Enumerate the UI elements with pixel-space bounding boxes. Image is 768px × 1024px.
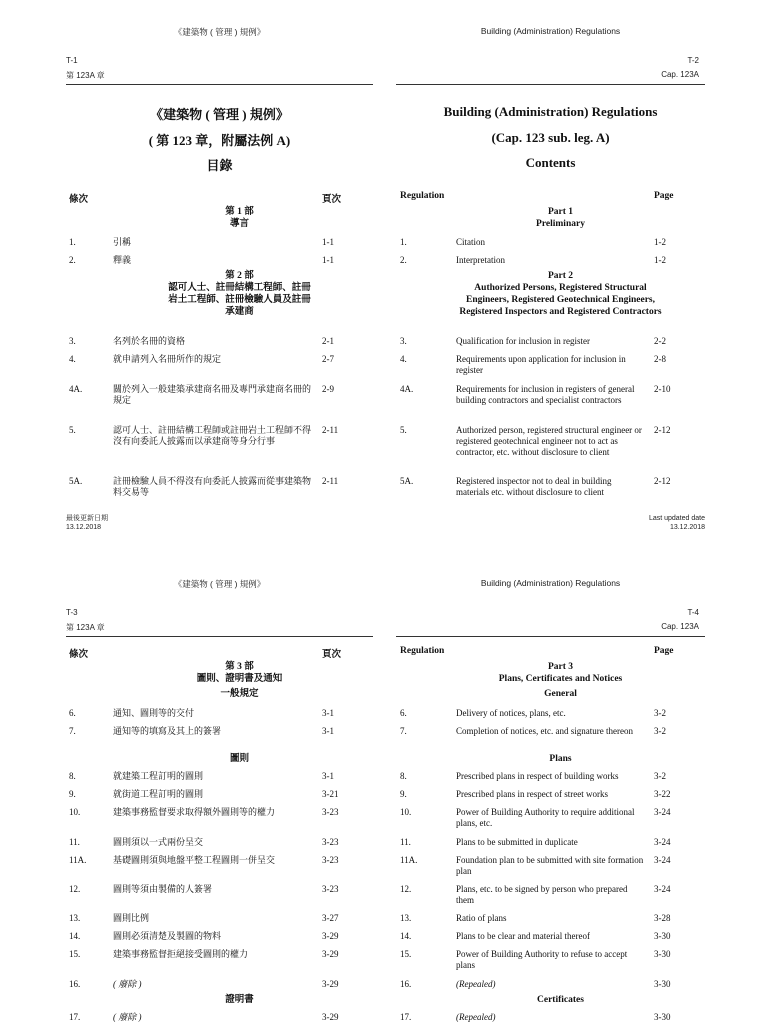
regulation-number: 1.	[400, 237, 407, 247]
regulation-number: 5A.	[400, 476, 414, 486]
page-reference: 3-29	[322, 949, 339, 959]
page-number: T-3	[66, 608, 78, 617]
document-subtitle: (Cap. 123 sub. leg. A)	[491, 130, 610, 145]
page-reference: 3-1	[322, 708, 334, 718]
column-header-page: 頁次	[322, 650, 342, 660]
column-header-regulation: Regulation	[400, 191, 445, 201]
column-header-page: Page	[654, 646, 674, 656]
page-reference: 2-10	[654, 384, 671, 394]
running-head: 《建築物 ( 管理 ) 規例》	[173, 27, 266, 37]
regulation-number: 16.	[69, 979, 81, 989]
regulation-title: (Repealed)	[456, 979, 496, 989]
regulation-title: Plans, etc. to be signed by person who prepared them	[456, 884, 628, 905]
regulation-number: 7.	[69, 726, 76, 736]
column-header-regulation: 條次	[69, 195, 89, 205]
page-reference: 2-9	[322, 384, 334, 394]
part-heading: 第 3 部	[225, 662, 254, 672]
page-t1	[66, 0, 373, 536]
chapter-number: 第 123A 章	[66, 71, 105, 80]
regulation-number: 17.	[69, 1012, 81, 1022]
section-heading-certificates: 證明書	[225, 995, 254, 1005]
regulation-number: 14.	[69, 931, 81, 941]
page-t4	[396, 552, 705, 1024]
page-reference: 3-30	[654, 931, 671, 941]
footer-date: 13.12.2018	[669, 524, 705, 531]
regulation-number: 13.	[400, 913, 412, 923]
page-reference: 2-11	[322, 476, 339, 486]
regulation-title: ( 廢除 )	[113, 979, 142, 989]
page-reference: 3-30	[654, 979, 671, 989]
regulation-number: 11A.	[400, 855, 418, 865]
spread-t3-t4	[0, 552, 768, 1024]
page-reference: 2-12	[654, 425, 671, 435]
regulation-title: Plans to be clear and material thereof	[456, 931, 590, 941]
regulation-title: Requirements upon application for inclusion in register	[456, 354, 626, 375]
page-number: T-2	[687, 56, 699, 65]
page-reference: 1-1	[322, 237, 334, 247]
regulation-title: 就街道工程訂明的圖則	[113, 789, 204, 799]
regulation-number: 6.	[69, 708, 76, 718]
page-reference: 1-1	[322, 255, 334, 265]
page-reference: 3-2	[654, 726, 666, 736]
section-heading-certificates: Certificates	[537, 995, 584, 1005]
regulation-title: 名列於名冊的資格	[113, 336, 186, 346]
page-reference: 3-23	[322, 837, 339, 847]
page-reference: 3-24	[654, 855, 671, 865]
regulation-title: ( 廢除 )	[113, 1012, 142, 1022]
page-reference: 3-24	[654, 837, 671, 847]
page-t3	[66, 552, 373, 1024]
column-header-page: Page	[654, 191, 674, 201]
page-reference: 3-28	[654, 913, 671, 923]
section-heading-plans: 圖則	[229, 754, 249, 764]
regulation-number: 11.	[400, 837, 411, 847]
page-reference: 2-12	[654, 476, 671, 486]
regulation-number: 2.	[400, 255, 407, 265]
regulation-number: 11.	[69, 837, 80, 847]
regulation-number: 13.	[69, 913, 81, 923]
page-reference: 1-2	[654, 255, 666, 265]
page-reference: 3-1	[322, 771, 334, 781]
header-rule	[66, 636, 373, 637]
regulation-number: 4.	[400, 354, 407, 364]
running-head: 《建築物 ( 管理 ) 規例》	[173, 579, 266, 589]
regulation-number: 10.	[400, 807, 412, 817]
part-heading: 第 1 部	[225, 207, 254, 217]
regulation-number: 4.	[69, 354, 76, 364]
page-t2	[396, 0, 705, 536]
chapter-number: 第 123A 章	[66, 623, 105, 632]
part-title: Preliminary	[536, 219, 585, 229]
page-reference: 3-2	[654, 708, 666, 718]
regulation-number: 4A.	[400, 384, 414, 394]
running-head: Building (Administration) Regulations	[480, 578, 621, 588]
regulation-number: 5A.	[69, 476, 83, 486]
regulation-number: 5.	[400, 425, 407, 435]
part-heading: Part 1	[547, 207, 574, 217]
regulation-title: 認可人士、註冊結構工程師或註冊岩土工程師不得沒有向委託人披露而以承建商等身分行事	[113, 425, 312, 446]
part-heading: Part 3	[547, 662, 574, 672]
footer-label: Last updated date	[648, 515, 705, 522]
regulation-title: Citation	[456, 237, 485, 247]
document-title: 《建築物 ( 管理 ) 規例》	[150, 107, 289, 122]
header-rule	[396, 84, 705, 85]
regulation-number: 2.	[69, 255, 76, 265]
regulation-title: Ratio of plans	[456, 913, 507, 923]
regulation-title: 圖則必須清楚及製圖的物料	[113, 931, 222, 941]
part-title: 認可人士、註冊結構工程師、註冊岩土工程師、註冊檢驗人員及註冊承建商	[168, 283, 311, 317]
regulation-title: (Repealed)	[456, 1012, 496, 1022]
regulation-number: 12.	[400, 884, 412, 894]
regulation-number: 15.	[400, 949, 412, 959]
regulation-number: 14.	[400, 931, 412, 941]
page-reference: 2-11	[322, 425, 339, 435]
footer-label: 最後更新日期	[66, 515, 108, 522]
regulation-number: 10.	[69, 807, 81, 817]
regulation-number: 16.	[400, 979, 412, 989]
regulation-title: Requirements for inclusion in registers of general building contractors and specialist contractors	[456, 384, 635, 405]
regulation-number: 6.	[400, 708, 407, 718]
regulation-title: Delivery of notices, plans, etc.	[456, 708, 566, 718]
header-rule	[66, 84, 373, 85]
regulation-number: 11A.	[69, 855, 87, 865]
document-title: Building (Administration) Regulations	[443, 104, 658, 119]
page-number: T-1	[66, 56, 78, 65]
page-reference: 3-24	[654, 884, 671, 894]
regulation-title: 就建築工程訂明的圖則	[113, 771, 204, 781]
part-heading: Part 2	[547, 271, 574, 281]
page-reference: 3-23	[322, 884, 339, 894]
regulation-number: 15.	[69, 949, 81, 959]
page-reference: 3-21	[322, 789, 339, 799]
regulation-title: Qualification for inclusion in register	[456, 336, 590, 346]
regulation-number: 17.	[400, 1012, 412, 1022]
regulation-title: Registered inspector not to deal in building materials etc. without disclosure to client	[456, 476, 612, 497]
page-reference: 3-29	[322, 931, 339, 941]
regulation-title: 建築事務監督拒絕接受圖則的權力	[113, 949, 249, 959]
regulation-number: 7.	[400, 726, 407, 736]
page-reference: 2-1	[322, 336, 334, 346]
page-reference: 3-2	[654, 771, 666, 781]
regulation-title: Foundation plan to be submitted with site formation plan	[456, 855, 644, 876]
page-reference: 3-29	[322, 1012, 339, 1022]
contents-heading: Contents	[525, 155, 576, 170]
regulation-title: 關於列入一般建築承建商名冊及專門承建商名冊的規定	[113, 384, 312, 405]
header-rule	[396, 636, 705, 637]
document-subtitle: ( 第 123 章，附屬法例 A)	[148, 133, 291, 148]
regulation-title: Power of Building Authority to refuse to accept plans	[456, 949, 628, 970]
part-title: Authorized Persons, Registered Structural Engineers, Registered Geotechnical Engineers, Registered Inspectors and Registered Contractors	[459, 283, 662, 317]
regulation-title: 釋義	[113, 255, 132, 265]
section-heading-plans: Plans	[549, 754, 572, 764]
regulation-title: 通知、圖則等的交付	[113, 708, 195, 718]
page-reference: 3-30	[654, 1012, 671, 1022]
regulation-title: 基礎圖則須與地盤平整工程圖則一併呈交	[113, 855, 276, 865]
regulation-title: Prescribed plans in respect of street works	[456, 789, 608, 799]
regulation-title: 建築事務監督要求取得額外圖則等的權力	[113, 807, 276, 817]
regulation-number: 5.	[69, 425, 76, 435]
footer-date: 13.12.2018	[66, 524, 102, 531]
regulation-title: 圖則比例	[113, 913, 150, 923]
regulation-number: 8.	[69, 771, 76, 781]
regulation-title: Plans to be submitted in duplicate	[456, 837, 578, 847]
page-reference: 3-23	[322, 855, 339, 865]
regulation-title: Completion of notices, etc. and signature thereon	[456, 726, 633, 736]
page-reference: 2-2	[654, 336, 666, 346]
page-reference: 2-7	[322, 354, 334, 364]
page-reference: 3-23	[322, 807, 339, 817]
regulation-title: 註冊檢驗人員不得沒有向委託人披露而從事建築物料交易等	[113, 476, 312, 497]
contents-heading: 目錄	[206, 158, 233, 173]
chapter-number: Cap. 123A	[661, 70, 699, 79]
regulation-title: Interpretation	[456, 255, 505, 265]
regulation-number: 1.	[69, 237, 76, 247]
page-number: T-4	[687, 608, 699, 617]
running-head: Building (Administration) Regulations	[480, 26, 621, 36]
page-reference: 1-2	[654, 237, 666, 247]
regulation-number: 12.	[69, 884, 81, 894]
regulation-title: 圖則等須由製備的人簽署	[113, 884, 213, 894]
page-reference: 3-27	[322, 913, 339, 923]
page-reference: 3-30	[654, 949, 671, 959]
section-heading-general: General	[544, 689, 577, 699]
part-title: Plans, Certificates and Notices	[498, 674, 623, 684]
regulation-number: 3.	[400, 336, 407, 346]
regulation-number: 9.	[400, 789, 407, 799]
regulation-title: 圖則須以一式兩份呈交	[113, 837, 204, 847]
page-reference: 3-22	[654, 789, 671, 799]
part-heading: 第 2 部	[225, 271, 254, 281]
page-reference: 2-8	[654, 354, 666, 364]
page-reference: 3-29	[322, 979, 339, 989]
section-heading-general: 一般規定	[220, 689, 259, 699]
regulation-number: 8.	[400, 771, 407, 781]
column-header-page: 頁次	[322, 195, 342, 205]
regulation-title: Authorized person, registered structural engineer or registered geotechnical engineer not to act as contractor, etc. without disclosure to client	[456, 425, 642, 457]
regulation-title: Power of Building Authority to require additional plans, etc.	[456, 807, 635, 828]
regulation-title: 通知等的填寫及其上的簽署	[113, 726, 222, 736]
regulation-title: 引稱	[113, 237, 132, 247]
page-reference: 3-24	[654, 807, 671, 817]
column-header-regulation: Regulation	[400, 646, 445, 656]
column-header-regulation: 條次	[69, 650, 89, 660]
part-title: 導言	[229, 219, 249, 229]
regulation-title: 就申請列入名冊所作的規定	[113, 354, 222, 364]
chapter-number: Cap. 123A	[661, 622, 699, 631]
regulation-number: 3.	[69, 336, 76, 346]
page-reference: 3-1	[322, 726, 334, 736]
regulation-number: 9.	[69, 789, 76, 799]
regulation-title: Prescribed plans in respect of building works	[456, 771, 619, 781]
regulation-number: 4A.	[69, 384, 83, 394]
part-title: 圖則、證明書及通知	[196, 674, 283, 684]
